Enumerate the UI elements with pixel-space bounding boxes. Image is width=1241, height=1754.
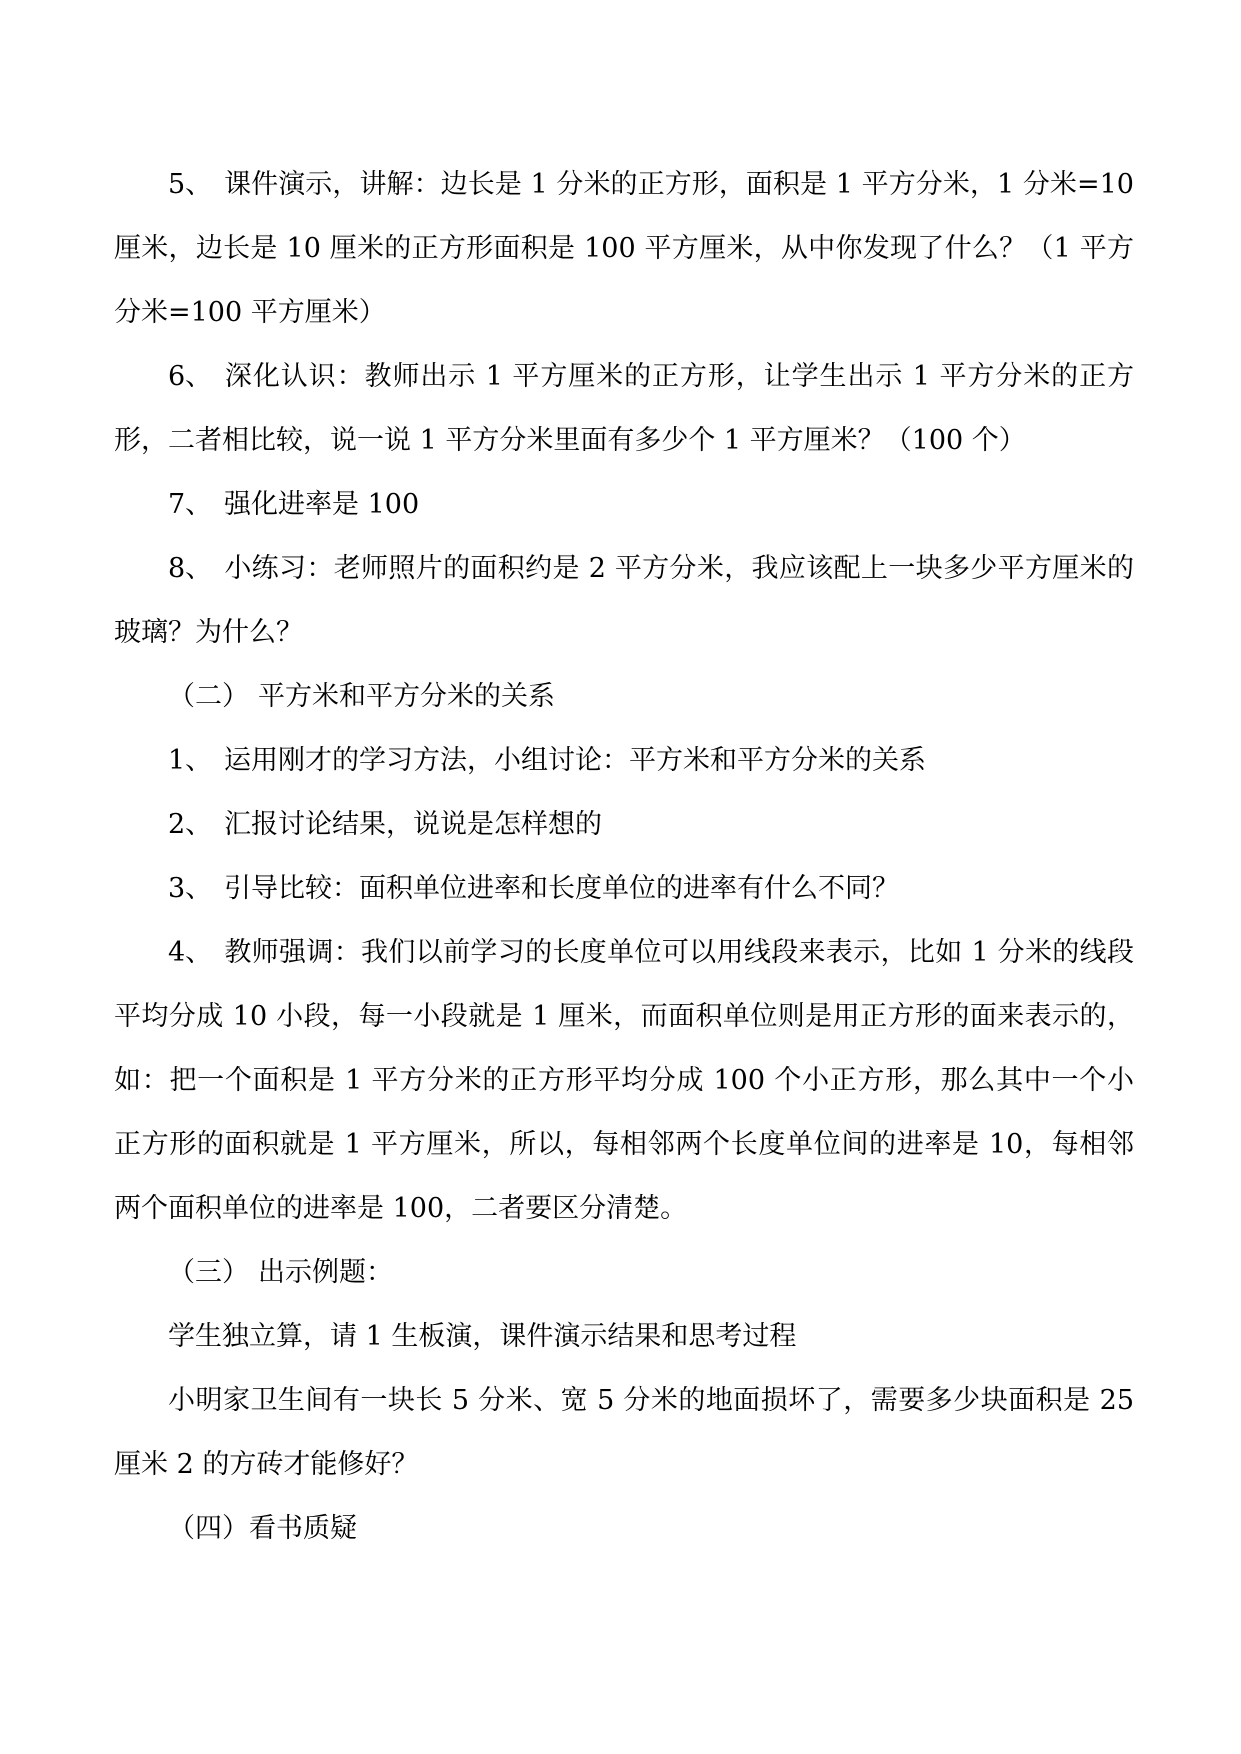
paragraph: 学生独立算，请 1 生板演，课件演示结果和思考过程	[168, 1321, 797, 1352]
item-text: 教师强调：我们以前学习的长度单位可以用线段来表示，比如 1 分米的线段平均分成 10 小段，每一小段就是 1 厘米，而面积单位则是用正方形的面来表示的，如：把一个面积是 1 平方分米的正方形平均分成 100 个小正方形，那么其中一个小正方形的面积就是 1 平方厘米，所以，每相邻两个长度单位间的进率是 10，每相邻两个面积单位的进率是 100，二者要区分清楚。	[114, 937, 1134, 1224]
item-number: 4、	[168, 937, 213, 968]
list-item	[114, 537, 1134, 665]
example-problem: 小明家卫生间有一块长 5 分米、宽 5 分米的地面损坏了，需要多少块面积是 25 厘米 2 的方砖才能修好？	[114, 1385, 1134, 1480]
item-number: 6、	[168, 361, 213, 392]
list-item	[114, 729, 1134, 793]
section-heading	[114, 1241, 1134, 1305]
item-number: 7、	[168, 489, 213, 520]
item-text: 课件演示，讲解：边长是 1 分米的正方形，面积是 1 平方分米，1 分米=10 厘米，边长是 10 厘米的正方形面积是 100 平方厘米，从中你发现了什么？（1 平方分米=100 平方厘米）	[114, 169, 1134, 328]
list-item	[114, 473, 1134, 537]
item-number: 8、	[168, 553, 213, 584]
list-item	[114, 153, 1134, 345]
item-number: 2、	[168, 809, 213, 840]
item-text: 小练习：老师照片的面积约是 2 平方分米，我应该配上一块多少平方厘米的玻璃？为什么？	[114, 553, 1134, 648]
list-item	[114, 345, 1134, 473]
section-number: （二）	[168, 681, 249, 712]
list-item	[114, 793, 1134, 857]
item-number: 3、	[168, 873, 213, 904]
item-text: 深化认识：教师出示 1 平方厘米的正方形，让学生出示 1 平方分米的正方形，二者相比较，说一说 1 平方分米里面有多少个 1 平方厘米？（100 个）	[114, 361, 1134, 456]
section-number: （三）	[168, 1257, 249, 1288]
item-text: 运用刚才的学习方法，小组讨论：平方米和平方分米的关系	[224, 745, 926, 776]
item-text: 强化进率是 100	[224, 489, 420, 520]
section-heading: （四）看书质疑	[168, 1513, 357, 1544]
item-number: 5、	[168, 169, 213, 200]
section-title: 平方米和平方分米的关系	[258, 681, 555, 712]
item-text: 汇报讨论结果，说说是怎样想的	[224, 809, 602, 840]
document-body	[114, 153, 1134, 1561]
list-item	[114, 857, 1134, 921]
list-item	[114, 921, 1134, 1241]
item-number: 1、	[168, 745, 213, 776]
section-title: 出示例题：	[258, 1257, 393, 1288]
item-text: 引导比较：面积单位进率和长度单位的进率有什么不同？	[224, 873, 899, 904]
section-heading	[114, 665, 1134, 729]
